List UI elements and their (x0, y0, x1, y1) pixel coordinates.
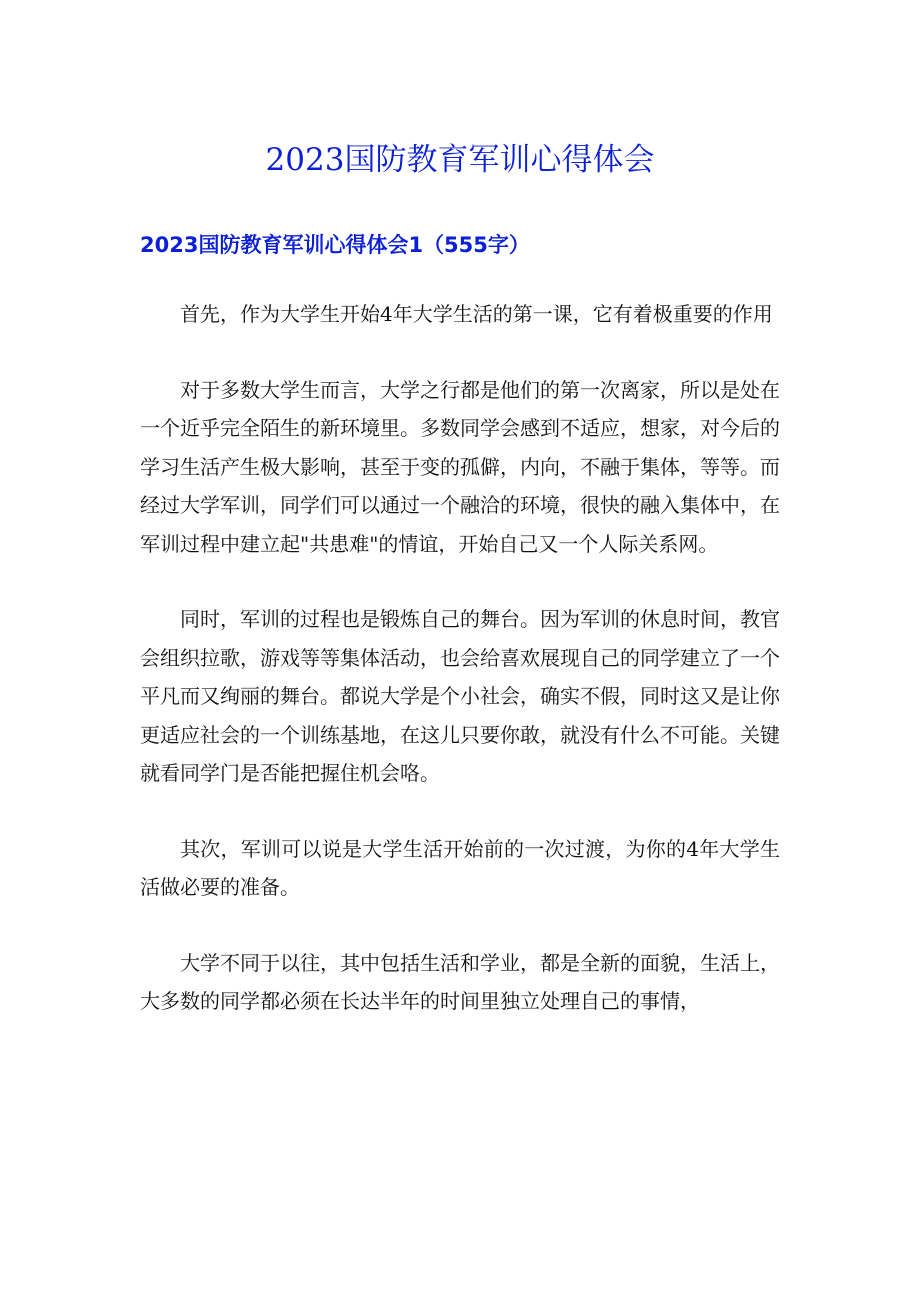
document-body (140, 295, 780, 1058)
paragraph: 首先，作为大学生开始4年大学生活的第一课，它有着极重要的作用 (180, 302, 773, 326)
paragraph: 大学不同于以往，其中包括生活和学业，都是全新的面貌，生活上，大多数的同学都必须在长达半年的时间里独立处理自己的事情， (140, 950, 780, 1013)
section-heading: 2023国防教育军训心得体会1（555字） (140, 233, 530, 257)
paragraph: 同时，军训的过程也是锻炼自己的舞台。因为军训的休息时间，教官会组织拉歌，游戏等等集体活动，也会给喜欢展现自己的同学建立了一个平凡而又绚丽的舞台。都说大学是个小社会，确实不假，同时这又是让你更适应社会的一个训练基地，在这儿只要你敢，就没有什么不可能。关键就看同学门是否能把握住机会咯。 (140, 607, 780, 785)
paragraph: 其次，军训可以说是大学生活开始前的一次过渡，为你的4年大学生活做必要的准备。 (140, 836, 780, 899)
document-title: 2023国防教育军训心得体会 (265, 142, 655, 178)
paragraph: 对于多数大学生而言，大学之行都是他们的第一次离家，所以是处在一个近乎完全陌生的新环境里。多数同学会感到不适应，想家，对今后的学习生活产生极大影响，甚至于变的孤僻，内向，不融于集体，等等。而经过大学军训，同学们可以通过一个融洽的环境，很快的融入集体中，在军训过程中建立起"共患难"的情谊，开始自己又一个人际关系网。 (140, 377, 780, 556)
